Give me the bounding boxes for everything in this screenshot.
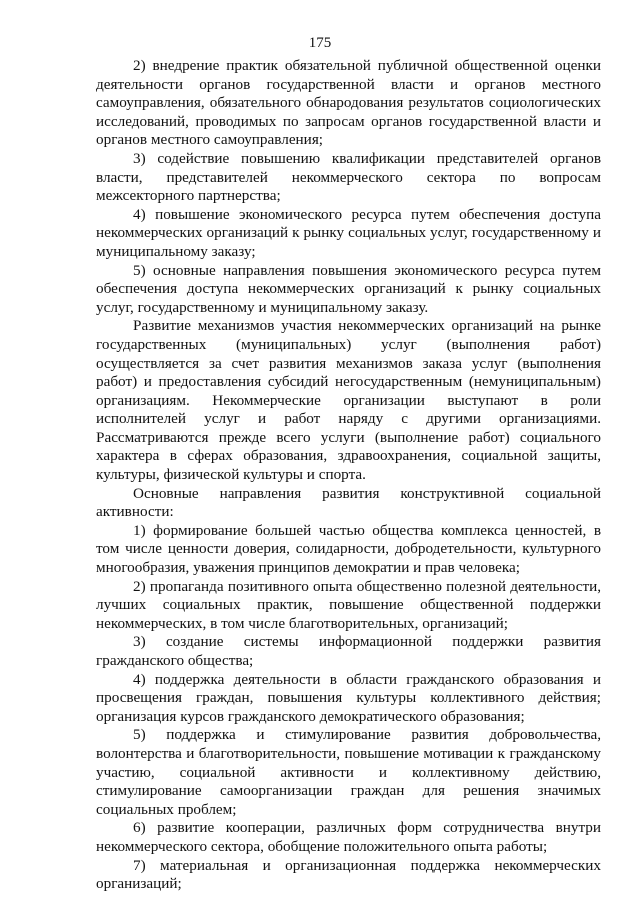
page-number: 175 — [308, 35, 332, 51]
list-item-volunteering: 5) поддержка и стимулирование развития добровольчества, волонтерства и благотворительности, повышение мотивации к гражданскому участию, социальной активности и коллективному действию, стимулирование самоорганизации граждан для решения значимых социальных проблем; — [96, 726, 601, 818]
list-item-material-support: 7) материальная и организационная поддержка некоммерческих организаций; — [96, 856, 601, 893]
list-item-cooperation: 6) развитие кооперации, различных форм сотрудничества внутри некоммерческого сектора, обобщение положительного опыта работы; — [96, 819, 601, 855]
body-text — [96, 57, 601, 894]
paragraph-activity-directions: Основные направления развития конструктивной социальной активности: — [96, 484, 601, 521]
list-item-economic-resource: 4) повышение экономического ресурса путем обеспечения доступа некоммерческих организаций к рынку социальных услуг, государственному и муниципальному заказу; — [96, 205, 601, 260]
list-item-values: 1) формирование большей частью общества комплекса ценностей, в том числе ценности доверия, солидарности, добродетельности, культурного многообразия, уважения принципов демократии и прав человека; — [96, 521, 601, 577]
list-item-economic-directions: 5) основные направления повышения экономического ресурса путем обеспечения доступа некоммерческих организаций к рынку социальных услуг, государственному и муниципальному заказу. — [96, 261, 601, 316]
list-item-information-support: 3) создание системы информационной поддержки развития гражданского общества; — [96, 633, 601, 669]
list-item-public-evaluation: 2) внедрение практик обязательной публичной общественной оценки деятельности органов государственной власти и органов местного самоуправления, обязательного обнародования результатов социологических исследований, проводимых по запросам органов государственной власти и органов местного самоуправления; — [96, 57, 601, 149]
list-item-civic-education: 4) поддержка деятельности в области гражданского образования и просвещения граждан, повышения культуры коллективного действия; организация курсов гражданского демократического образования; — [96, 670, 601, 725]
list-item-propaganda: 2) пропаганда позитивного опыта общественно полезной деятельности, лучших социальных практик, повышение общественной поддержки некоммерческих, в том числе благотворительных, организаций; — [96, 577, 601, 632]
list-item-qualification: 3) содействие повышению квалификации представителей органов власти, представителей некоммерческого сектора по вопросам межсекторного партнерства; — [96, 149, 601, 205]
paragraph-nco-market: Развитие механизмов участия некоммерческих организаций на рынке государственных (муниципальных) услуг (выполнения работ) осуществляется за счет развития механизмов заказа услуг (выполнения работ) и предоставления субсидий негосударственным (немуниципальным) организациям. Некоммерческие организации выступают в роли исполнителей услуг и работ наряду с другими организациями. Рассматриваются прежде всего услуги (выполнение работ) социального характера в сферах образования, здравоохранения, социальной защиты, культуры, физической культуры и спорта. — [96, 317, 601, 484]
